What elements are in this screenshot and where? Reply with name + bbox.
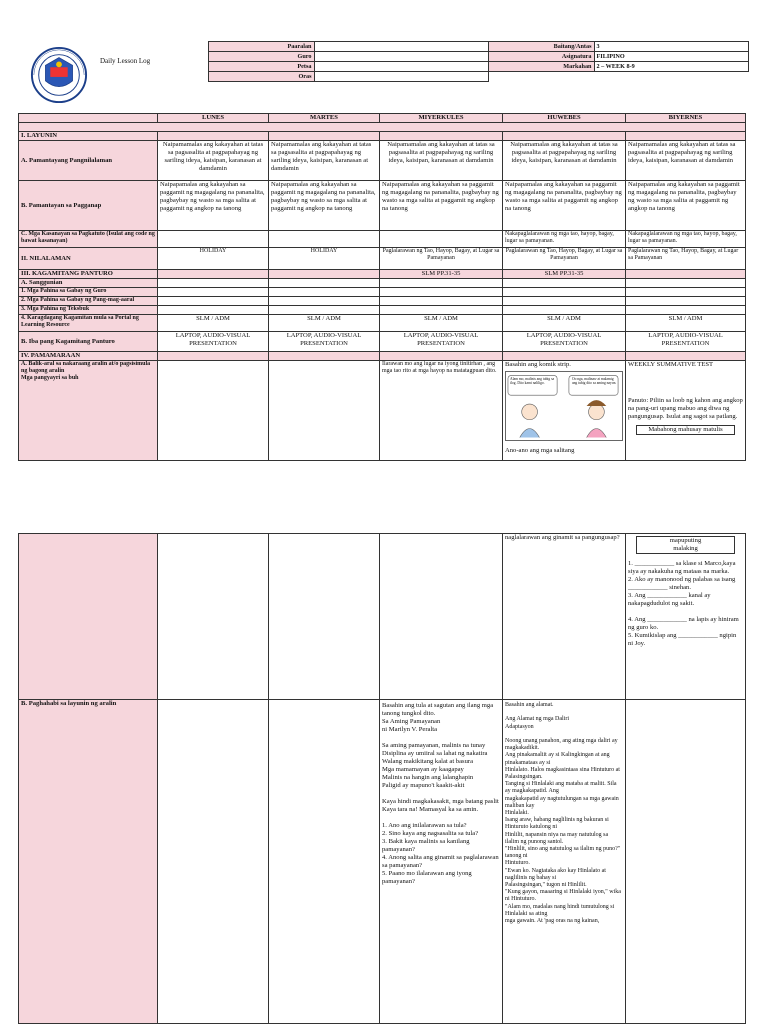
cell-p2-biyernes: [626, 534, 746, 700]
row-label-pamantayang-pangnilalaman: A. Pamantayang Pangnilalaman: [19, 141, 158, 181]
value-markahan[interactable]: 2 – WEEK 8-9: [594, 62, 748, 72]
cell-nilalaman-huwebes: Paglalarawan ng Tao, Hayop, Bagay, at Lugar sa Pamayanan: [503, 248, 626, 270]
section-kagamitan: III. KAGAMITANG PANTURO: [19, 270, 158, 279]
choices-box-2: mapuputing malaking: [636, 536, 735, 554]
lesson-log-table: [18, 113, 746, 461]
day-martes: MARTES: [269, 114, 380, 123]
cell-tula-miyerkules: Basahin ang tula at sagutan ang ilang mga tanong tungkol dito. Sa Aming Pamayanan ni Marilyn V. Peralta Sa aming pamayanan, malinis na tunay Disiplina ay umiiral sa lahat ng nakatira Walang makikitang kalat at basura Mga mamamayan ay kaagapay Malinis na hangin ang lalanghapin Paligid ay mapuno't kaakit-akit Kaya hindi magkakasakit, mga batang paslit Kaya tara na! Mamasyal ka sa amin. 1. Ano ang inilalarawan sa tula? 2. Sino kaya ang nagsasalita sa tula? 3. Bakit kaya malinis sa kanilang pamayanan? 4. Anong salita ang ginamit sa paglalarawan sa pamayanan? 5. Paano mo ilalarawan ang iyong pamayanan?: [380, 700, 503, 1024]
cell-b-huwebes: Naipapamalas ang kakayahan sa paggamit ng magagalang na pananalita, pagbaybay ng wasto sa mga salita at paggamit ng angkop na tanong: [503, 181, 626, 231]
label-markahan: Markahan: [488, 62, 594, 72]
cell-balik-biyernes: [626, 361, 746, 461]
comic-question: Ano-ano ang mga salitang: [505, 447, 575, 454]
label-petsa: Petsa: [208, 62, 314, 72]
cell-b-lunes: Naipapamalas ang kakayahan sa paggamit ng magagalang na pananalita, pagbaybay ng wasto sa mga salita at paggamit ng angkop na tanong: [158, 181, 269, 231]
cell-a-huwebes: Naipamamalas ang kakayahan at tatas sa pagsasalita at pagpapahayag ng sariling ideya, kaisipan, karanasan at damdamin: [503, 141, 626, 181]
cell-slm-adm-lunes: SLM / ADM: [158, 315, 269, 332]
row-label-gabay-guro: 1. Mga Pahina sa Gabay ng Guro: [19, 288, 158, 297]
day-lunes: LUNES: [158, 114, 269, 123]
header-table: [18, 41, 749, 82]
comic-bubble-left: Alam mo, malinis ang tubig sa ilog. Dito kami naliligo.: [510, 377, 555, 386]
row-label-karagdagang-kagamitan: 4. Karagdagang Kagamitan mula sa Portal ng Learning Resource: [19, 315, 158, 332]
cell-holiday-martes: HOLIDAY: [269, 248, 380, 270]
value-asignatura[interactable]: FILIPINO: [594, 52, 748, 62]
cell-nilalaman-biyernes: Paglalarawan ng Tao, Hayop, Bagay, at Lugar sa Pamayanan: [626, 248, 746, 270]
row-label-sanggunian: A. Sanggunian: [19, 279, 158, 288]
cell-laptop-lunes: LAPTOP, AUDIO-VISUAL PRESENTATION: [158, 332, 269, 352]
day-huwebes: HUWEBES: [503, 114, 626, 123]
choices-box-1: Mabahong mahusay matulis: [636, 425, 735, 435]
cell-a-martes: Naipamamalas ang kakayahan at tatas sa pagsasalita at pagpapahayag ng sariling ideya, kaisipan, karanasan at damdamin: [269, 141, 380, 181]
cell-b-martes: Naipapamalas ang kakayahan sa paggamit ng magagalang na pananalita, pagbaybay ng wasto sa mga salita at paggamit ng angkop na tanong: [269, 181, 380, 231]
cell-laptop-miyerkules: LAPTOP, AUDIO-VISUAL PRESENTATION: [380, 332, 503, 352]
label-paaralan: Paaralan: [208, 42, 314, 52]
row-label-paghahabi: B. Paghahabi sa layunin ng aralin: [19, 700, 158, 1024]
cell-c-biyernes: Nakapaglalarawan ng mga tao, hayop, bagay, lugar sa pamayanan.: [626, 231, 746, 248]
section-layunin: I. LAYUNIN: [19, 132, 158, 141]
cell-laptop-biyernes: LAPTOP, AUDIO-VISUAL PRESENTATION: [626, 332, 746, 352]
cell-nilalaman-miyerkules: Paglalarawan ng Tao, Hayop, Bagay, at Lugar sa Pamayanan: [380, 248, 503, 270]
cell-slm-adm-martes: SLM / ADM: [269, 315, 380, 332]
row-label-balik-aral: A. Balik-aral sa nakaraang aralin at/o pagsisimula ng bagong aralin Mga pangyayri sa buh: [19, 361, 158, 461]
label-asignatura: Asignatura: [488, 52, 594, 62]
label-oras: Oras: [208, 72, 314, 82]
summative-items: 1. ____________ sa klase si Marco,kaya siya ay nakakuha ng mataas na marka. 2. Ako ay manonood ng palabas sa isang ____________ sinehan. 3. Ang ____________ kanal ay nakapagdudulot ng sakit. 4. Ang ____________ na lapis ay hiniram ng guro ko. 5. Kumikislap ang ____________ ngipin ni Joy.: [628, 560, 739, 647]
cell-balik-miyerkules: Ilarawan mo ang lugar na iyong tinitirhan , ang mga tao rito at mga hayop na matatagpuan dito.: [380, 361, 503, 461]
log-title: Daily Lesson Log: [100, 57, 151, 65]
summative-panuto: Panuto: Piliin sa loob ng kahon ang angkop na pang-uri upang mabuo ang diwa ng pangungusap. Isulat ang sagot sa patlang.: [628, 397, 743, 420]
cell-a-lunes: Naipamamalas ang kakayahan at tatas sa pagsasalita at pagpapahayag ng sariling ideya, kaisipan, karanasan at damdamin: [158, 141, 269, 181]
cell-balik-huwebes: [503, 361, 626, 461]
label-guro: Guro: [208, 52, 314, 62]
cell-slm-adm-miyerkules: SLM / ADM: [380, 315, 503, 332]
cell-alamat-huwebes: Basahin ang alamat. Ang Alamat ng mga Daliri Adaptasyon Noong unang panahon, ang ating mga daliri ay magkakadikit. Ang pinakamaliit ay si Kalingkingan at ang pinakamataas ay si Hinlalato. Halos magkasintaas sina Hintuturo at Palasingsingan. Tanging si Hinlalaki ang mataba at maliit. Sila ay magkakapatid. Ang magkakapatid ay nagtutulungan sa mga gawain maliban kay Hinlalaki. Isang araw, habang naglilinis ng bakuran si Hinturuto katulong ni Hinlilit, napansin niya na may natutulog sa ilalim ng punong santol. "Hinlilit, sino ang natutulog sa ilalim ng puno?" tanong ni Hintuturo. "Ewan ko. Nagtataka ako kay Hinlalato at naglilinis ng bahay si Palasingsingan," tugon ni Hinlilit. "Kung gayon, maaaring si Hinlalaki iyon," wika ni Hintuturo. "Alam mo, madalas nang hindi tumutulong si Hinlalaki sa ating mga gawain. At 'pag oras na ng kainan,: [503, 700, 626, 1024]
label-baitang: Baitang/Antas: [488, 42, 594, 52]
cell-b-miyerkules: Naipapamalas ang kakayahan sa paggamit ng magagalang na pananalita, pagbaybay ng wasto sa mga salita at paggamit ng angkop na tanong: [380, 181, 503, 231]
comic-instruction: Basahin ang komik strip.: [505, 361, 571, 368]
summative-title: WEEKLY SUMMATIVE TEST: [628, 361, 714, 368]
value-baitang[interactable]: 3: [594, 42, 748, 52]
value-oras[interactable]: [314, 72, 488, 82]
cell-slm-miyerkules: SLM PP.31-35: [380, 270, 503, 279]
cell-b-biyernes: Naipapamalas ang kakayahan sa paggamit ng magagalang na pananalita, pagbaybay ng wasto sa mga salita at paggamit ng angkop na tanong: [626, 181, 746, 231]
cell-slm-adm-huwebes: SLM / ADM: [503, 315, 626, 332]
cell-slm-adm-biyernes: SLM / ADM: [626, 315, 746, 332]
cell-slm-huwebes: SLM PP.31-35: [503, 270, 626, 279]
cell-laptop-martes: LAPTOP, AUDIO-VISUAL PRESENTATION: [269, 332, 380, 352]
cell-laptop-huwebes: LAPTOP, AUDIO-VISUAL PRESENTATION: [503, 332, 626, 352]
cell-a-biyernes: Naipamamalas ang kakayahan at tatas sa pagsasalita at pagpapahayag ng sariling ideya, kaisipan, karanasan at damdamin: [626, 141, 746, 181]
value-guro[interactable]: [314, 52, 488, 62]
day-miyerkules: MIYERKULES: [380, 114, 503, 123]
day-biyernes: BIYERNES: [626, 114, 746, 123]
row-label-teksbuk: 3. Mga Pahina ng Teksbuk: [19, 306, 158, 315]
value-petsa[interactable]: [314, 62, 488, 72]
row-label-pamantayan-sa-pagganap: B. Pamantayan sa Pagganap: [19, 181, 158, 231]
lesson-log-table-page-2: [18, 533, 746, 1024]
cell-holiday-lunes: HOLIDAY: [158, 248, 269, 270]
value-paaralan[interactable]: [314, 42, 488, 52]
cell-c-huwebes: Nakapaglalarawan ng mga tao, hayop, bagay, lugar sa pamayanan.: [503, 231, 626, 248]
section-nilalaman: II. NILALAMAN: [19, 248, 158, 270]
section-pamamaraan: IV. PAMAMARAAN: [19, 352, 158, 361]
comic-strip-image: [505, 371, 623, 441]
comic-bubble-right: Oo nga, malinaw at malamig ang tubig dito sa aming nayon.: [572, 377, 617, 386]
cell-p2-huwebes: naglalarawan ang ginamit sa pangungusap?: [503, 534, 626, 700]
row-label-iba-pang-kagamitan: B. Iba pang Kagamitang Panturo: [19, 332, 158, 352]
cell-a-miyerkules: Naipamamalas ang kakayahan at tatas sa pagsasalita at pagpapahayag ng sariling ideya, kaisipan, karanasan at damdamin: [380, 141, 503, 181]
row-label-gabay-aaral: 2. Mga Pahina sa Gabay ng Pang-mag-aaral: [19, 297, 158, 306]
row-label-kasanayan: C. Mga Kasanayan sa Pagkatuto (Isulat ang code ng bawat kasanayan): [19, 231, 158, 248]
